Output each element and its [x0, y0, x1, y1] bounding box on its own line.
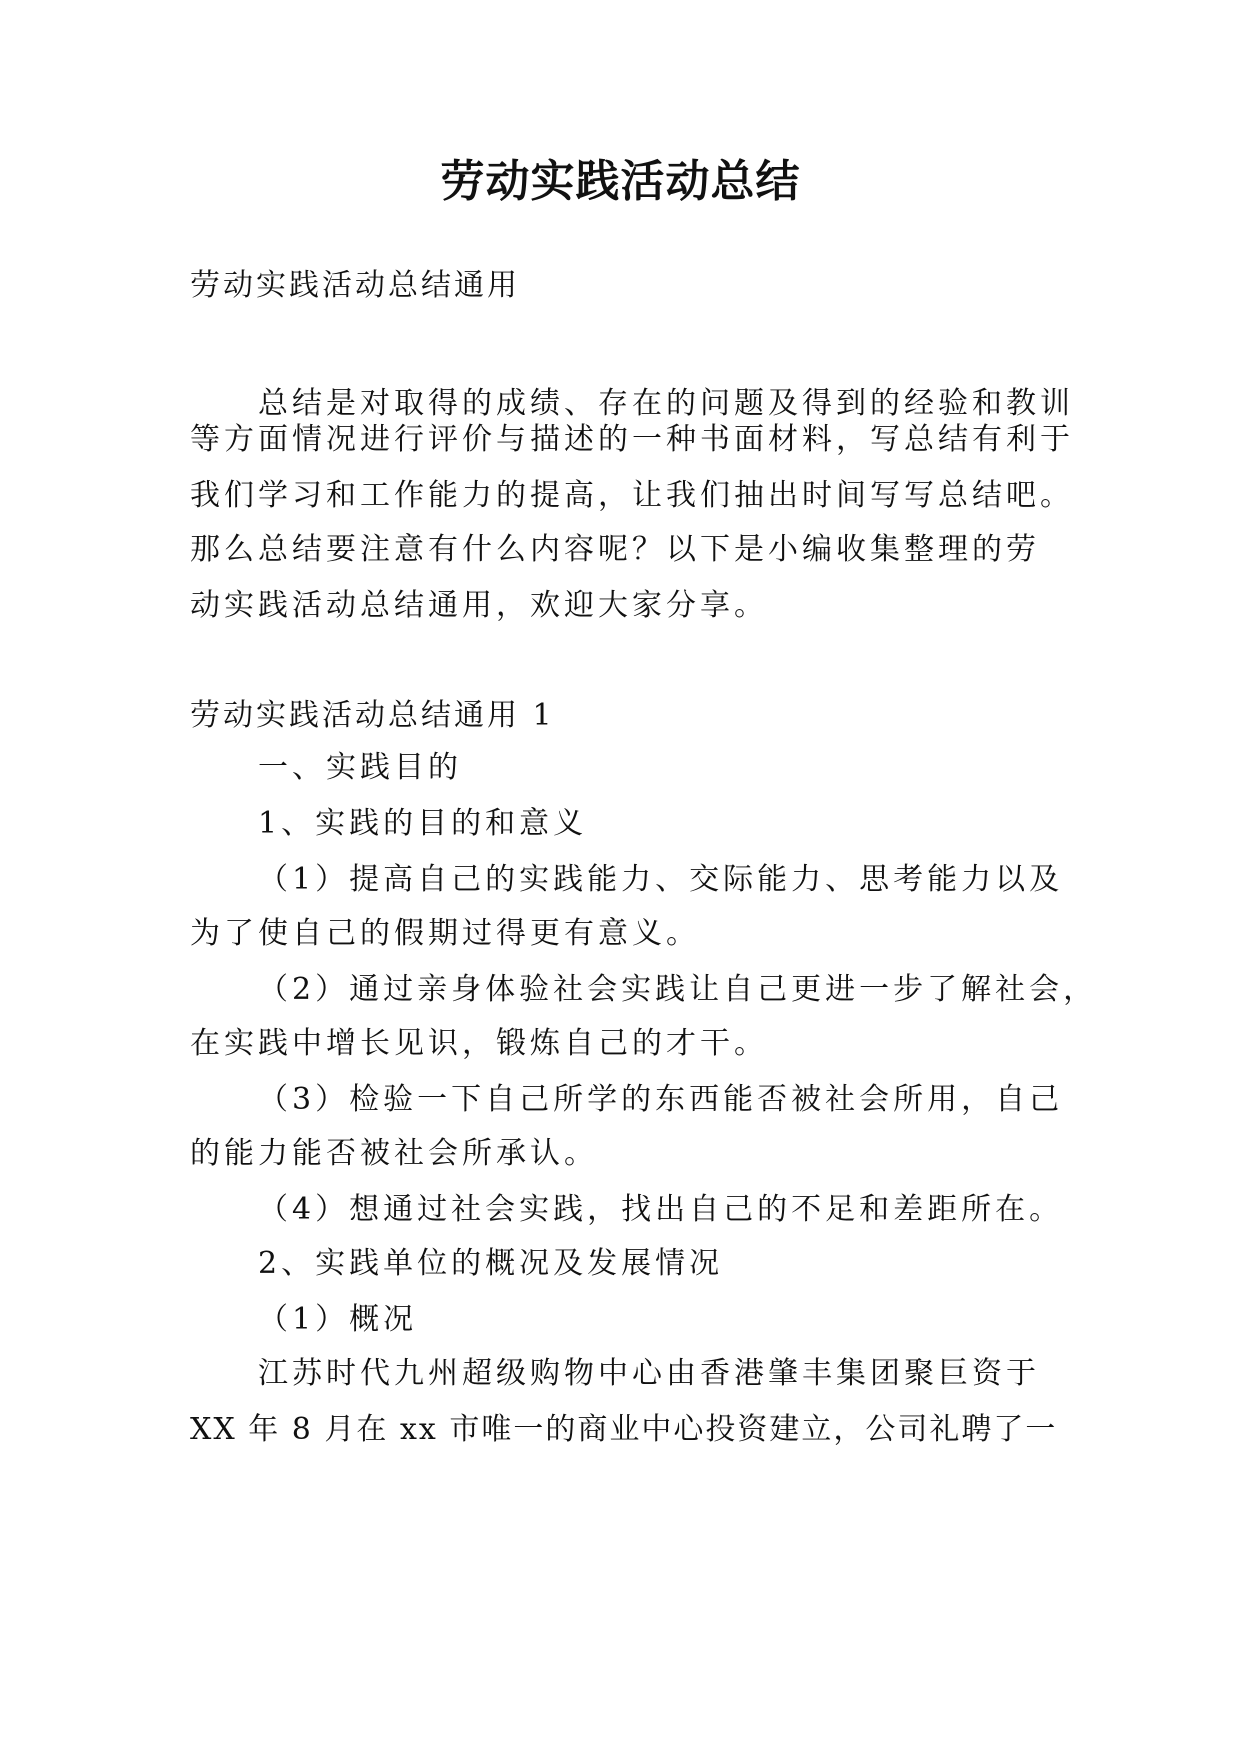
- point-4-line-1: （4）想通过社会实践，找出自己的不足和差距所在。: [258, 1192, 1064, 1227]
- overview-heading: （1）概况: [258, 1302, 418, 1337]
- point-1-line-1: （1）提高自己的实践能力、交际能力、思考能力以及: [258, 862, 1064, 897]
- intro-line-2: 等方面情况进行评价与描述的一种书面材料，写总结有利于: [190, 422, 1074, 457]
- item-1-heading: 1、实践的目的和意义: [258, 806, 588, 841]
- document-title: 劳动实践活动总结: [440, 156, 801, 207]
- section-heading: 劳动实践活动总结通用 1: [190, 698, 555, 733]
- intro-line-3: 我们学习和工作能力的提高，让我们抽出时间写写总结吧。: [190, 478, 1074, 513]
- overview-line-1: 江苏时代九州超级购物中心由香港肇丰集团聚巨资于: [258, 1356, 1040, 1391]
- overview-line-2: XX 年 8 月在 xx 市唯一的商业中心投资建立，公司礼聘了一: [190, 1412, 1058, 1447]
- item-2-heading: 2、实践单位的概况及发展情况: [258, 1246, 724, 1281]
- point-3-line-2: 的能力能否被社会所承认。: [190, 1136, 598, 1171]
- intro-line-5: 动实践活动总结通用，欢迎大家分享。: [190, 588, 768, 623]
- intro-line-1: 总结是对取得的成绩、存在的问题及得到的经验和教训: [258, 386, 1074, 421]
- intro-line-4: 那么总结要注意有什么内容呢？以下是小编收集整理的劳: [190, 532, 1040, 567]
- point-3-line-1: （3）检验一下自己所学的东西能否被社会所用，自己: [258, 1082, 1064, 1117]
- purpose-heading: 一、实践目的: [258, 750, 462, 785]
- point-1-line-2: 为了使自己的假期过得更有意义。: [190, 916, 700, 951]
- document-subtitle: 劳动实践活动总结通用: [190, 268, 520, 303]
- point-2-line-2: 在实践中增长见识，锻炼自己的才干。: [190, 1026, 768, 1061]
- point-2-line-1: （2）通过亲身体验社会实践让自己更进一步了解社会，: [258, 972, 1098, 1007]
